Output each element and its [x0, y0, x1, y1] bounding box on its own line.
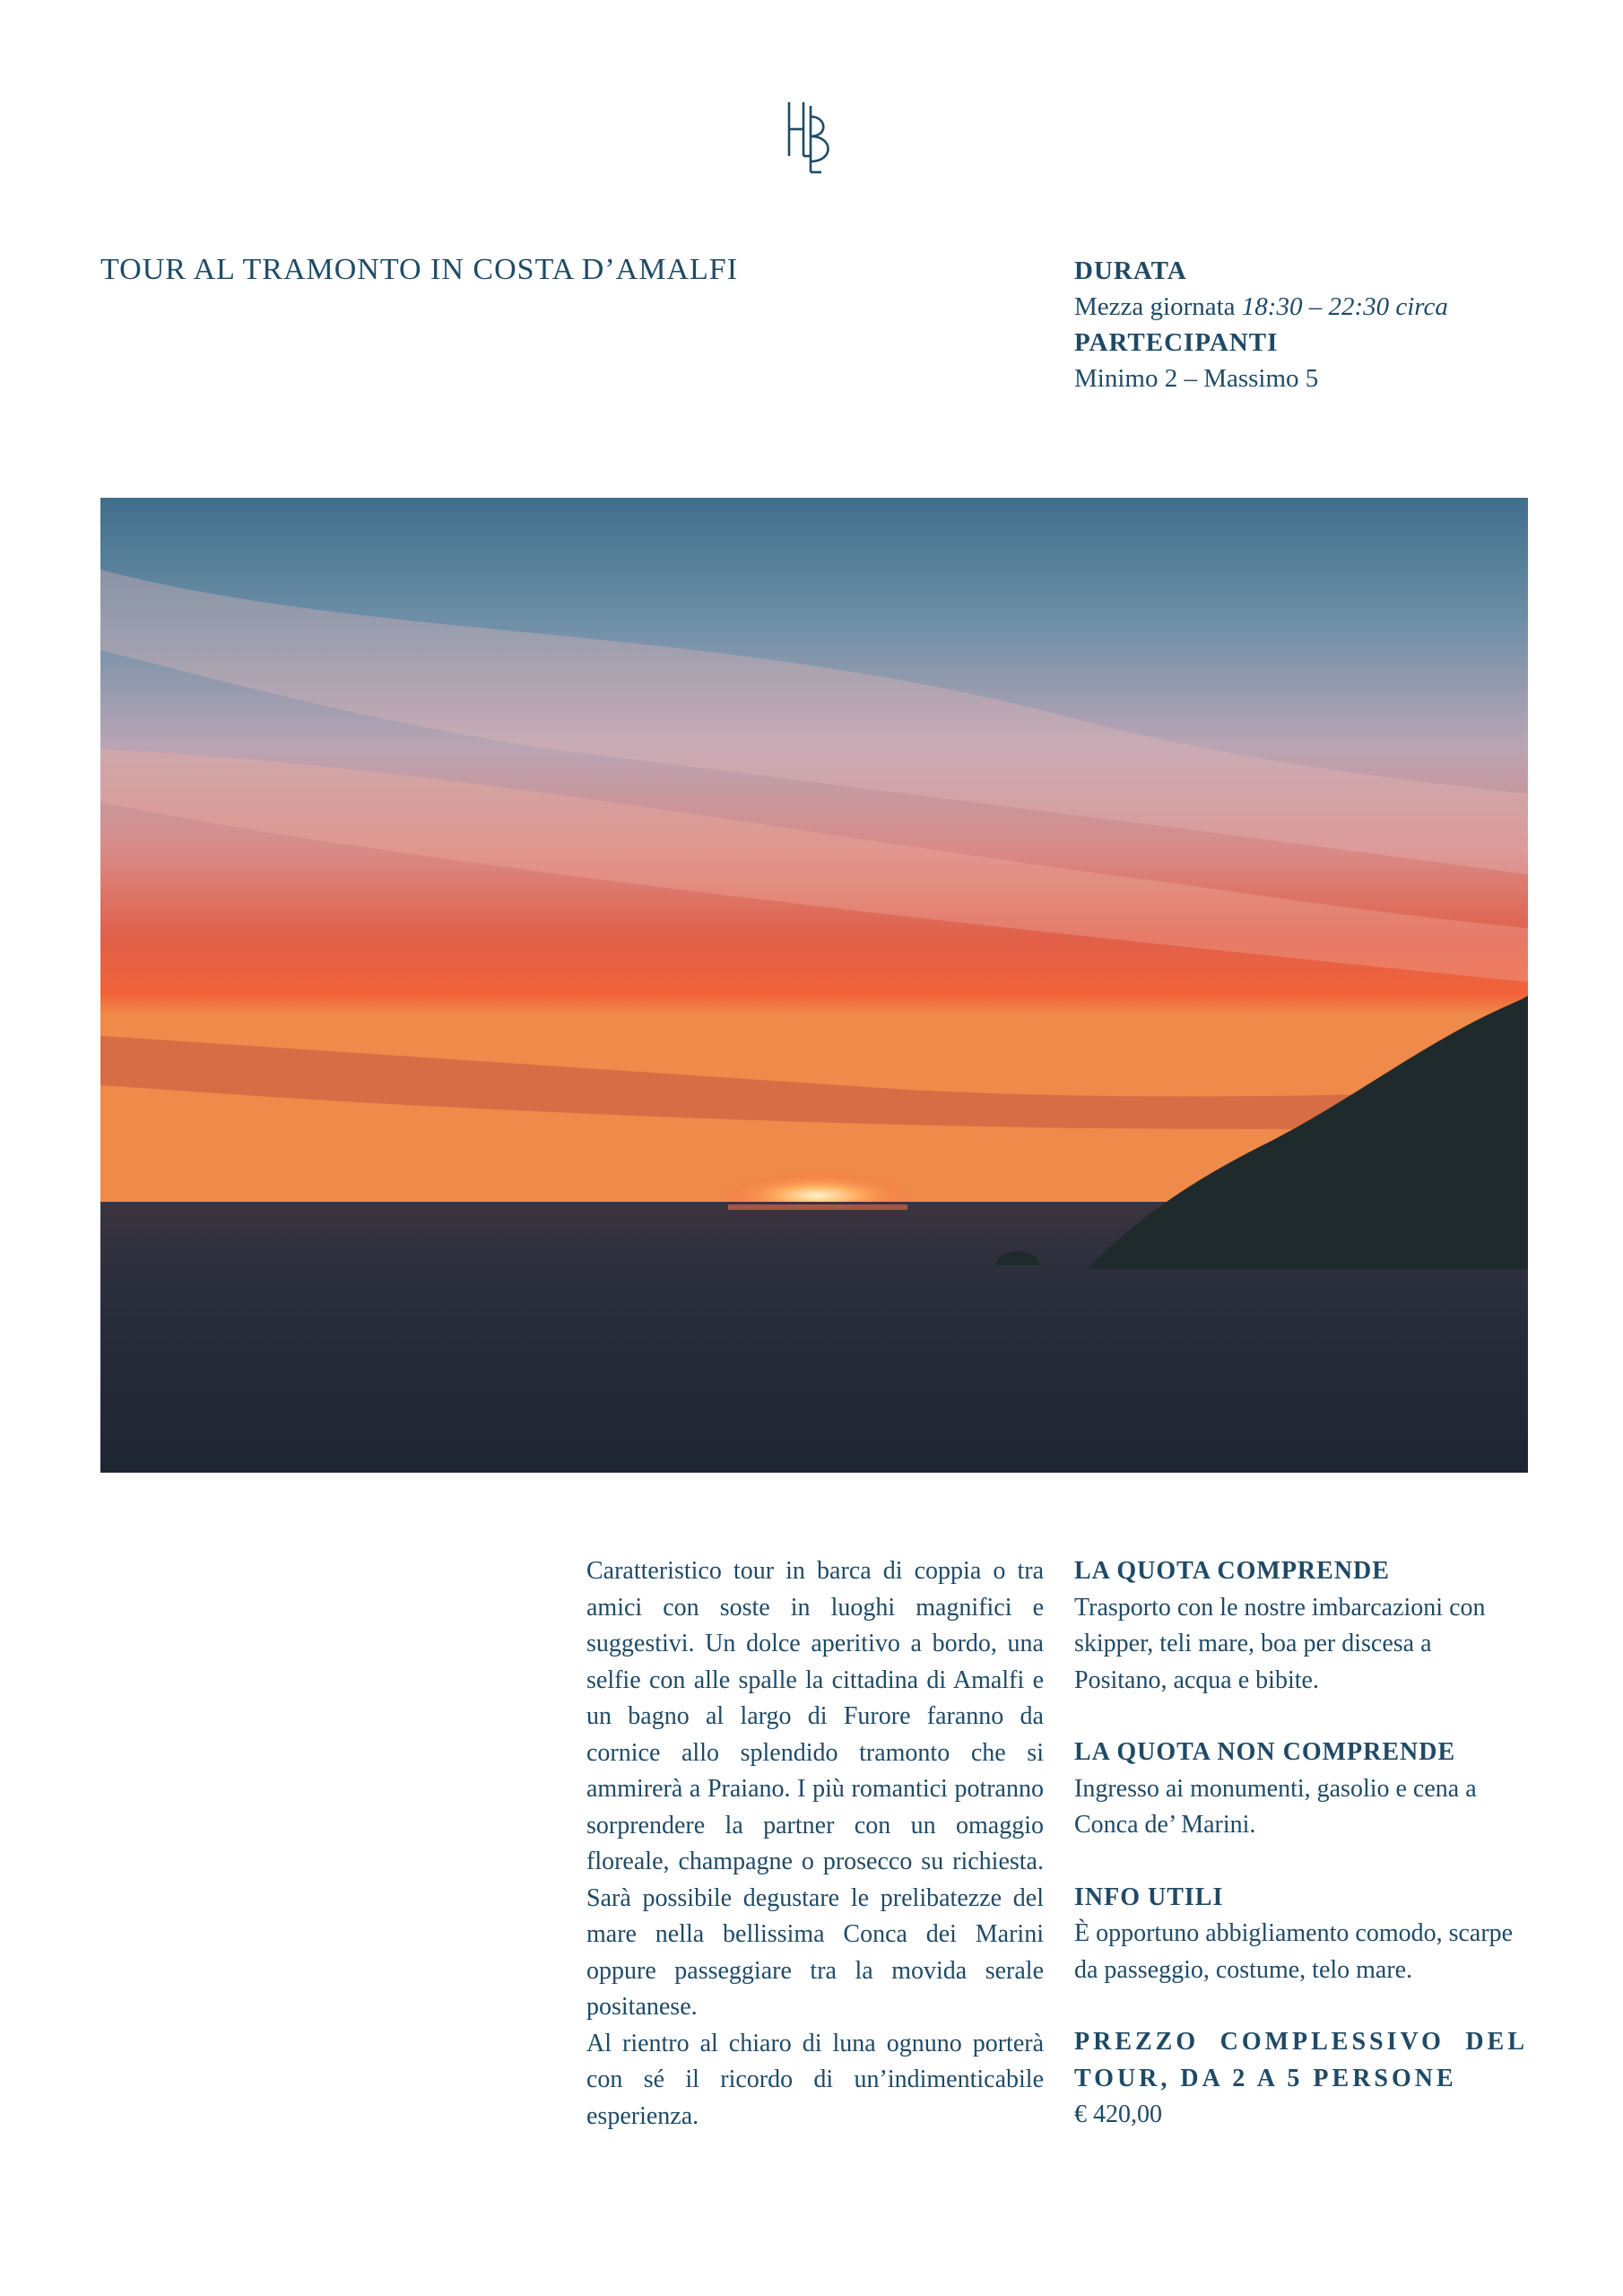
- sunset-photo: [100, 498, 1528, 1473]
- excludes-text: Ingresso ai monumenti, gasolio e cena a Conca de’ Marini.: [1074, 1774, 1477, 1839]
- includes-label: LA QUOTA COMPRENDE: [1074, 1557, 1390, 1585]
- price-label: PREZZO COMPLESSIVO DEL TOUR, DA 2 A 5 PERSONE: [1074, 2028, 1528, 2092]
- excludes-label: LA QUOTA NON COMPRENDE: [1074, 1738, 1456, 1766]
- includes-section: [1074, 1553, 1528, 1699]
- duration-prefix: Mezza giornata: [1074, 292, 1236, 321]
- tour-details: [1074, 1553, 1528, 2170]
- tour-meta: [1074, 253, 1541, 396]
- participants-label: PARTECIPANTI: [1074, 328, 1279, 357]
- duration-label: DURATA: [1074, 257, 1187, 285]
- hlb-monogram-icon: [780, 97, 843, 178]
- info-section: [1074, 1880, 1528, 1989]
- duration-time: 18:30 – 22:30 circa: [1241, 292, 1448, 321]
- price-value: € 420,00: [1074, 2100, 1162, 2128]
- duration-value: [1074, 289, 1541, 325]
- info-label: INFO UTILI: [1074, 1883, 1224, 1911]
- page-title: TOUR AL TRAMONTO IN COSTA D’AMALFI: [100, 253, 739, 286]
- participants-value: Minimo 2 – Massimo 5: [1074, 364, 1319, 393]
- price-section: [1074, 2024, 1528, 2134]
- excludes-section: [1074, 1735, 1528, 1844]
- description-paragraph: Al rientro al chiaro di luna ognuno porterà con sé il ricordo di un’indimenticabile esperienza.: [586, 2029, 1044, 2130]
- tour-description: [586, 1553, 1044, 2135]
- includes-text: Trasporto con le nostre imbarcazioni con skipper, teli mare, boa per discesa a Positano, acqua e bibite.: [1074, 1593, 1486, 1694]
- info-text: È opportuno abbigliamento comodo, scarpe da passeggio, costume, telo mare.: [1074, 1919, 1514, 1984]
- description-paragraph: Caratteristico tour in barca di coppia o tra amici con soste in luoghi magnifici e suggestivi. Un dolce aperitivo a bordo, una selfie con alle spalle la cittadina di Amalfi e un bagno al largo di Furore faranno da cornice allo splendido tramonto che si ammirerà a Praiano. I più romantici potranno sorprendere la partner con un omaggio floreale, champagne o prosecco su richiesta. Sarà possibile degustare le prelibatezze del mare nella bellissima Conca dei Marini oppure passeggiare tra la movida serale positanese.: [586, 1557, 1044, 2021]
